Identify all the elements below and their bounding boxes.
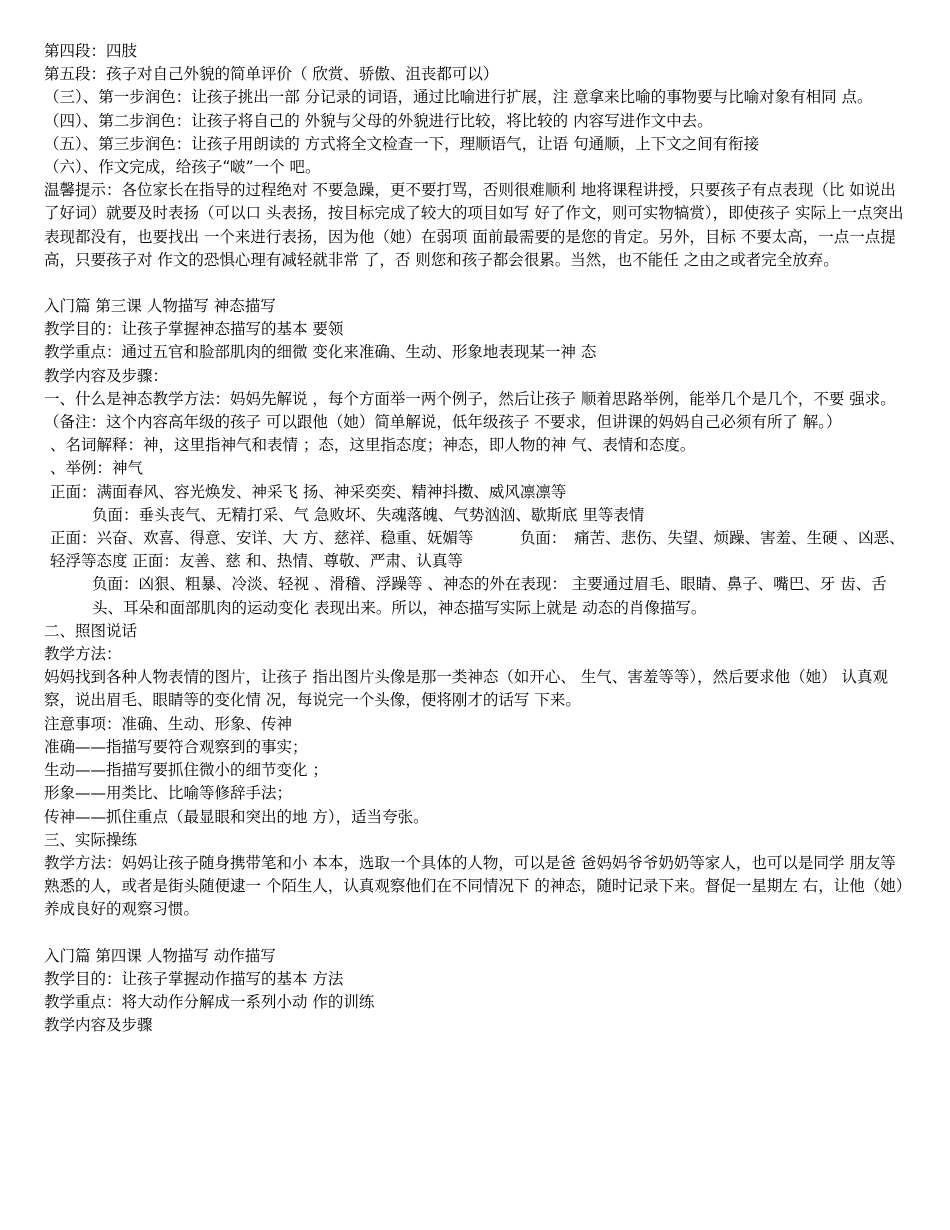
text-line: 教学目的：让孩子掌握神态描写的基本 要领 [44, 320, 344, 339]
text-line: 注意事项：准确、生动、形象、传神 [44, 714, 293, 733]
text-line: 生动——指描写要抓住微小的细节变化 ； [44, 761, 328, 780]
spacer [44, 922, 910, 945]
lesson-title: 入门篇 第四课 人物描写 动作描写 [44, 946, 276, 965]
spacer [44, 272, 910, 295]
document-page [44, 40, 910, 1037]
text-line: 教学重点：将大动作分解成一系列小动 作的训练 [44, 992, 375, 1011]
text-line: 教学内容及步骤 [44, 1016, 153, 1035]
lesson-title: 入门篇 第三课 人物描写 神态描写 [44, 297, 276, 316]
text-line: （三）、第一步润色：让孩子挑出一部 分记录的词语，通过比喻进行扩展，注 意拿来比喻的事物要与比喻对象有相同 点。 [44, 88, 873, 107]
text-line: （六）、作文完成，给孩子“啵”一个 吧。 [44, 158, 321, 177]
text-line: 负面：凶狠、粗暴、冷淡、轻视 、滑稽、浮躁等 、神态的外在表现： 主要通过眉毛、眼睛、鼻子、嘴巴、牙 齿、舌头、耳朵和面部肌肉的运动变化 表现出来。所以，神态描写实际上就是 动态的肖像描写。 [92, 575, 887, 617]
text-line: 正面：满面春风、容光焕发、神采飞 扬、神采奕奕、精神抖擞、威风凛凛等 [50, 482, 567, 501]
text-line: 形象——用类比、比喻等修辞手法； [44, 784, 293, 803]
text-line: 一、什么是神态教学方法：妈妈先解说 ，每个方面举一两个例子，然后让孩子 顺着思路举例，能举几个是几个，不要 强求。（备注：这个内容高年级的孩子 可以跟他（她）简单解说，低年级孩子 不要求，但讲课的妈妈自己必须有所了 解。） [44, 389, 896, 432]
text-line: 、举例：神气 [50, 459, 144, 478]
text-line: 教学内容及步骤： [44, 366, 169, 385]
tips-paragraph: 温馨提示：各位家长在指导的过程绝对 不要急躁，更不要打骂，否则很难顺利 地将课程讲授，只要孩子有点表现（比 如说出了好词）就要及时表扬（可以口 头表扬，按目标完成了较大的项目如写 好了作文，则可实物犒赏），即使孩子 实际上一点突出表现都没有，也要找出 一个来进行表扬，因为他（她）在弱项 面前最需要的是您的肯定。另外，目标 不要太高，一点一点提高，只要孩子对 作文的恐惧心理有减轻就非常 了，否 则您和孩子都会很累。当然，也不能任 之由之或者完全放弃。 [44, 181, 904, 269]
text-line: 教学目的：让孩子掌握动作描写的基本 方法 [44, 969, 344, 988]
text-line: 妈妈找到各种人物表情的图片，让孩子 指出图片头像是那一类神态（如开心、 生气、害羞等等），然后要求他（她） 认真观察，说出眉毛、眼睛等的变化情 况，每说完一个头像，便将刚才的话写 下来。 [44, 668, 889, 710]
text-line: 第五段：孩子对自己外貌的简单评价（ 欣赏、骄傲、沮丧都可以） [44, 65, 499, 84]
section-heading: 三、实际操练 [44, 830, 138, 849]
text-line: 正面：兴奋、欢喜、得意、安详、大 方、慈祥、稳重、妩媚等 负面： 痛苦、悲伤、失望、烦躁、害羞、生硬 、凶恶、轻浮等态度 正面：友善、慈 和、热情、尊敬、严肃、认真等 [50, 529, 905, 571]
text-line: 传神——抓住重点（最显眼和突出的地 方），适当夸张。 [44, 807, 429, 826]
text-line: （四）、第二步润色：让孩子将自己的 外貌与父母的外貌进行比较，将比较的 内容写进作文中去。 [44, 111, 713, 130]
text-line: 教学方法： [44, 645, 122, 664]
text-line: 、名词解释：神，这里指神气和表情 ；态，这里指态度；神态，即人物的神 气、表情和态度。 [50, 436, 696, 455]
text-line: 准确——指描写要符合观察到的事实； [44, 737, 308, 756]
text-line: （五）、第三步润色：让孩子用朗读的 方式将全文检查一下，理顺语气，让语 句通顺，上下文之间有衔接 [44, 134, 760, 153]
text-line: 教学重点：通过五官和脸部肌肉的细微 变化来准确、生动、形象地表现某一神 态 [44, 343, 597, 362]
text-line: 教学方法：妈妈让孩子随身携带笔和小 本本，选取一个具体的人物，可以是爸 爸妈妈爷爷奶奶等家人，也可以是同学 朋友等熟悉的人，或者是街头随便逮一 个陌生人，认真观察他们在不同情况下 的神态，随时记录下来。督促一星期左 右，让他（她）养成良好的观察习惯。 [44, 853, 904, 919]
text-line: 负面：垂头丧气、无精打采、气 急败坏、失魂落魄、气势汹汹、歇斯底 里等表情 [92, 505, 645, 524]
section-heading: 二、照图说话 [44, 621, 138, 640]
text-line: 第四段：四肢 [44, 42, 138, 60]
